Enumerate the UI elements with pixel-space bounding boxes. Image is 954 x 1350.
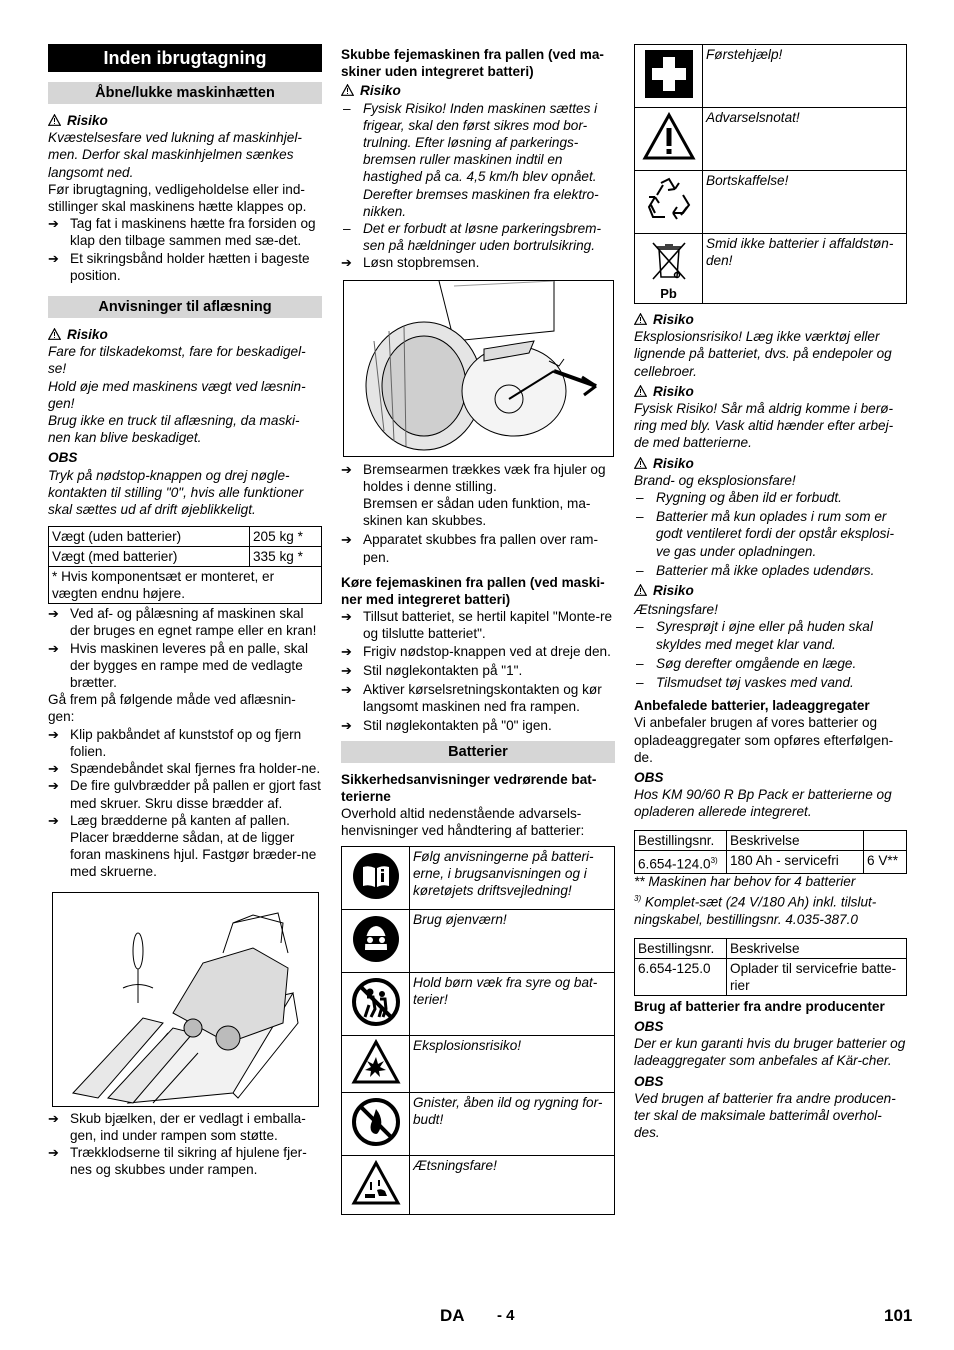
risk-heading: Risiko [341, 82, 615, 99]
table-row [49, 547, 322, 567]
risk-heading: Risiko [634, 582, 907, 599]
symbol-text: Eksplosionsrisiko! [410, 1035, 615, 1092]
recycle-icon [635, 171, 703, 234]
risk-heading: Risiko [634, 311, 907, 328]
symbol-text: Følg anvisningerne på batteri-erne, i brugsanvisningen og i køretøjets driftsvejledning! [410, 846, 615, 909]
table-row [342, 909, 615, 972]
table-cell: 6.654-125.0 [635, 958, 727, 995]
table-cell: 335 kg * [250, 547, 322, 567]
weight-table [48, 526, 322, 604]
dash-item: – Tilsmudset tøj vaskes med vand. [634, 674, 907, 691]
risk-heading: Risiko [634, 455, 907, 472]
paragraph: Gå frem på følgende måde ved aflæsnin-gen: [48, 692, 296, 725]
step-item: ➔ De fire gulvbrædder på pallen er gjort fast med skruer. Skru disse brædder af. [48, 777, 322, 811]
footnote: ** Maskinen har behov for 4 batterier [634, 874, 856, 890]
symbol-text: Bortskaffelse! [703, 171, 907, 234]
step-item: ➔ Klip pakbåndet af kunststof op og fjern folien. [48, 726, 322, 760]
step-item: ➔ Et sikringsbånd holder hætten i bageste position. [48, 250, 322, 284]
column-3 [634, 44, 907, 1141]
risk-text: Eksplosionsrisiko! Læg ikke værktøj eller lignende på batteriet, dvs. på endepoler og cellebroer. [634, 329, 892, 379]
risk-text: Kvæstelsesfare ved lukning af maskinhjel-men. Derfor skal maskinhjelmen sænkes langsomt ned. [48, 130, 302, 180]
section-batteries: Batterier [341, 741, 615, 763]
obs-heading: OBS [634, 1018, 664, 1034]
section-unloading: Anvisninger til aflæsning [48, 296, 322, 318]
symbol-text: Gnister, åben ild og rygning for-budt! [410, 1092, 615, 1155]
obs-heading: OBS [634, 770, 664, 786]
table-row [342, 1155, 615, 1214]
subheading: Brug af batterier fra andre producenter [634, 998, 885, 1014]
section-open-hood: Åbne/lukke maskinhætten [48, 82, 322, 104]
step-item: ➔ Læg brædderne på kanten af pallen. Placer brædderne sådan, at de ligger foran maskinens hjul. Fastgør bræder-ne med skruerne. [48, 812, 322, 881]
charger-table [634, 938, 907, 996]
step-item: ➔ Apparatet skubbes fra pallen over ram-pen. [341, 531, 615, 565]
table-cell: 6.654-124.0$^{3)}$ [635, 850, 727, 874]
risk-text: Ætsningsfare! [634, 602, 718, 618]
goggles-icon [342, 909, 410, 972]
symbol-text: Smid ikke batterier i affaldstøn-den! [703, 234, 907, 304]
table-row [635, 830, 907, 850]
machine-on-pallet-image [53, 893, 318, 1106]
symbol-text: Førstehjælp! [703, 45, 907, 108]
subheading: Køre fejemaskinen fra pallen (ved maski-ner med integreret batteri) [341, 574, 605, 608]
dash-item: – Søg derefter omgående en læge. [634, 655, 907, 672]
risk-text: Hold øje med maskinens vægt ved læsnin-gen! [48, 378, 306, 411]
step-item: ➔ Ved af- og pålæsning af maskinen skal der bruges en egnet rampe eller en kran! [48, 605, 322, 639]
subheading: Sikkerhedsanvisninger vedrørende bat-terierne [341, 771, 597, 804]
warning-triangle-icon [634, 385, 647, 397]
page-title: Inden ibrugtagning [48, 44, 322, 72]
step-item: ➔ Skub bjælken, der er vedlagt i emballa-gen, ind under rampen som støtte. [48, 1110, 322, 1144]
risk-heading: Risiko [634, 383, 907, 400]
warning-triangle-icon [634, 457, 647, 469]
obs-text: Ved brugen af batterier fra andre producen-ter skal de maksimale batterimål overhol-des. [634, 1090, 896, 1141]
warning-triangle-icon [634, 584, 647, 596]
table-cell: 205 kg * [250, 527, 322, 547]
footer-language: DA [440, 1306, 465, 1325]
step-subtext: Bremsen er sådan uden funktion, ma-skinen kan skubbes. [363, 496, 591, 529]
table-row [635, 45, 907, 108]
symbol-text: Ætsningsfare! [410, 1155, 615, 1214]
brake-lever-image [344, 281, 613, 456]
corrosive-icon [342, 1155, 410, 1214]
symbol-text: Advarselsnotat! [703, 108, 907, 171]
footnote: $^{3)}$ Komplet-sæt (24 V/180 Ah) inkl. tilslut-ningskabel, bestillingsnr. 4.035-387.0 [634, 894, 877, 927]
step-item: ➔ Trækklodserne til sikring af hjulene fjer-nes og skubbes under rampen. [48, 1144, 322, 1178]
battery-table [634, 830, 907, 875]
step-item: ➔ Tillsut batteriet, se hertil kapitel "Monte-re og tilslutte batteriet". [341, 608, 615, 642]
table-row [342, 1035, 615, 1092]
table-header: Beskrivelse [727, 830, 864, 850]
step-item: ➔ Løsn stopbremsen. [341, 254, 615, 271]
pb-label: Pb [660, 286, 677, 301]
warning-icon [635, 108, 703, 171]
warning-triangle-icon [48, 328, 61, 340]
subheading: Anbefalede batterier, ladeaggregater [634, 698, 870, 714]
ramp-illustration [52, 892, 319, 1107]
dash-item: – Fysisk Risiko! Inden maskinen sættes i frigear, skal den først sikres mod bor-trulning. Efter løsning af parkerings-bremsen ruller maskinen indtil en hastighed på ca. 4,5 km/h blev opnået. Derefter bremses maskinen fra elektro-nikken. [341, 100, 615, 220]
step-item: ➔ Tag fat i maskinens hætte fra forsiden og klap den tilbage sammen med sæ-det. [48, 215, 322, 249]
table-row [342, 972, 615, 1035]
dash-item: – Syresprøjt i øjne eller på huden skal skyldes med meget klar vand. [634, 618, 907, 652]
battery-symbols-table-2 [634, 44, 907, 304]
table-row [49, 567, 322, 604]
table-header [864, 830, 907, 850]
obs-heading: OBS [634, 1073, 664, 1089]
subheading: Skubbe fejemaskinen fra pallen (ved ma-skiner uden integreret batteri) [341, 47, 604, 80]
risk-text: Brand- og eksplosionsfare! [634, 472, 796, 488]
paragraph: Vi anbefaler brugen af vores batterier og opladeaggregater som opføres efterfølgen-de. [634, 715, 894, 765]
page-number: 101 [884, 1306, 913, 1325]
step-item: ➔ Spændebåndet skal fjernes fra holder-ne. [48, 760, 322, 777]
children-icon [342, 972, 410, 1035]
table-cell: Oplader til servicefrie batte-rier [727, 958, 907, 995]
dash-item: – Batterier må kun oplades i rum som er godt ventileret fordi der opstår eksplosi-ve gas under opladningen. [634, 508, 907, 560]
table-row [342, 1092, 615, 1155]
symbol-text: Brug øjenværn! [410, 909, 615, 972]
dash-item: – Rygning og åben ild er forbudt. [634, 489, 907, 506]
table-cell: Vægt (uden batterier) [49, 527, 250, 547]
first-aid-icon [635, 45, 703, 108]
table-row [635, 850, 907, 874]
explosion-icon [342, 1035, 410, 1092]
obs-text: Der er kun garanti hvis du bruger batterier og ladeaggregater som anbefales af Kär-cher. [634, 1036, 906, 1069]
table-row [635, 171, 907, 234]
risk-heading: Risiko [48, 326, 322, 343]
risk-text: Brug ikke en truck til aflæsning, da maski-nen kan blive beskadiget. [48, 413, 300, 446]
paragraph: Før ibrugtagning, vedligeholdelse eller ind-stillinger skal maskinens hætte klappes op. [48, 181, 307, 215]
paragraph: Overhold altid nedenstående advarsels-henvisninger ved håndtering af batterier: [341, 806, 585, 839]
step-item: ➔ Hvis maskinen leveres på en palle, skal der bygges en rampe med de vedlagte brætter. [48, 640, 322, 692]
footer-subpage: - 4 [497, 1307, 515, 1324]
table-cell: 6 V** [864, 850, 907, 874]
table-row [49, 527, 322, 547]
risk-heading: Risiko [48, 112, 322, 129]
dash-item: – Det er forbudt at løsne parkeringsbrem-sen på hældninger uden bortrulsikring. [341, 220, 615, 254]
warning-triangle-icon [341, 84, 354, 96]
risk-text: Fysisk Risiko! Sår må aldrig komme i berø-ring med bly. Vask altid hænder efter arbej-de med batterierne. [634, 401, 894, 451]
table-cell: Vægt (med batterier) [49, 547, 250, 567]
table-row [635, 958, 907, 995]
table-cell: 180 Ah - servicefri [727, 850, 864, 874]
step-item: ➔ Aktiver kørselsretningskontakten og kør langsomt maskinen ned fra rampen. [341, 681, 615, 715]
obs-text: Tryk på nødstop-knappen og drej nøgle-kontakten til stilling "0", hvis alle funktioner skal sættes ud af drift øjeblikkeligt. [48, 467, 304, 518]
table-row [342, 846, 615, 909]
crossed-bin-icon [635, 234, 703, 304]
table-header: Bestillingsnr. [635, 830, 727, 850]
step-item: ➔ Stil nøglekontakten på "0" igen. [341, 717, 615, 734]
table-row [635, 234, 907, 304]
manual-icon [342, 846, 410, 909]
brake-illustration [343, 280, 614, 457]
obs-heading: OBS [48, 450, 78, 466]
obs-text: Hos KM 90/60 R Bp Pack er batterierne og opladeren allerede integreret. [634, 787, 892, 820]
table-note: * Hvis komponentsæt er monteret, er vægten endnu højere. [49, 567, 322, 604]
step-item: ➔ Frigiv nødstop-knappen ved at dreje den. [341, 643, 615, 660]
symbol-text: Hold børn væk fra syre og bat-terier! [410, 972, 615, 1035]
warning-triangle-icon [634, 313, 647, 325]
table-row [635, 938, 907, 958]
warning-triangle-icon [48, 114, 61, 126]
step-item: ➔ Bremsearmen trækkes væk fra hjuler og holdes i denne stilling. [341, 461, 615, 495]
battery-symbols-table [341, 846, 615, 1215]
table-header: Beskrivelse [727, 938, 907, 958]
step-item: ➔ Stil nøglekontakten på "1". [341, 662, 615, 679]
no-fire-icon [342, 1092, 410, 1155]
column-1 [48, 44, 322, 1178]
table-header: Bestillingsnr. [635, 938, 727, 958]
table-row [635, 108, 907, 171]
dash-item: – Batterier må ikke oplades udendørs. [634, 562, 907, 579]
column-2 [341, 44, 615, 1215]
risk-text: Fare for tilskadekomst, fare for beskadigel-se! [48, 344, 306, 377]
